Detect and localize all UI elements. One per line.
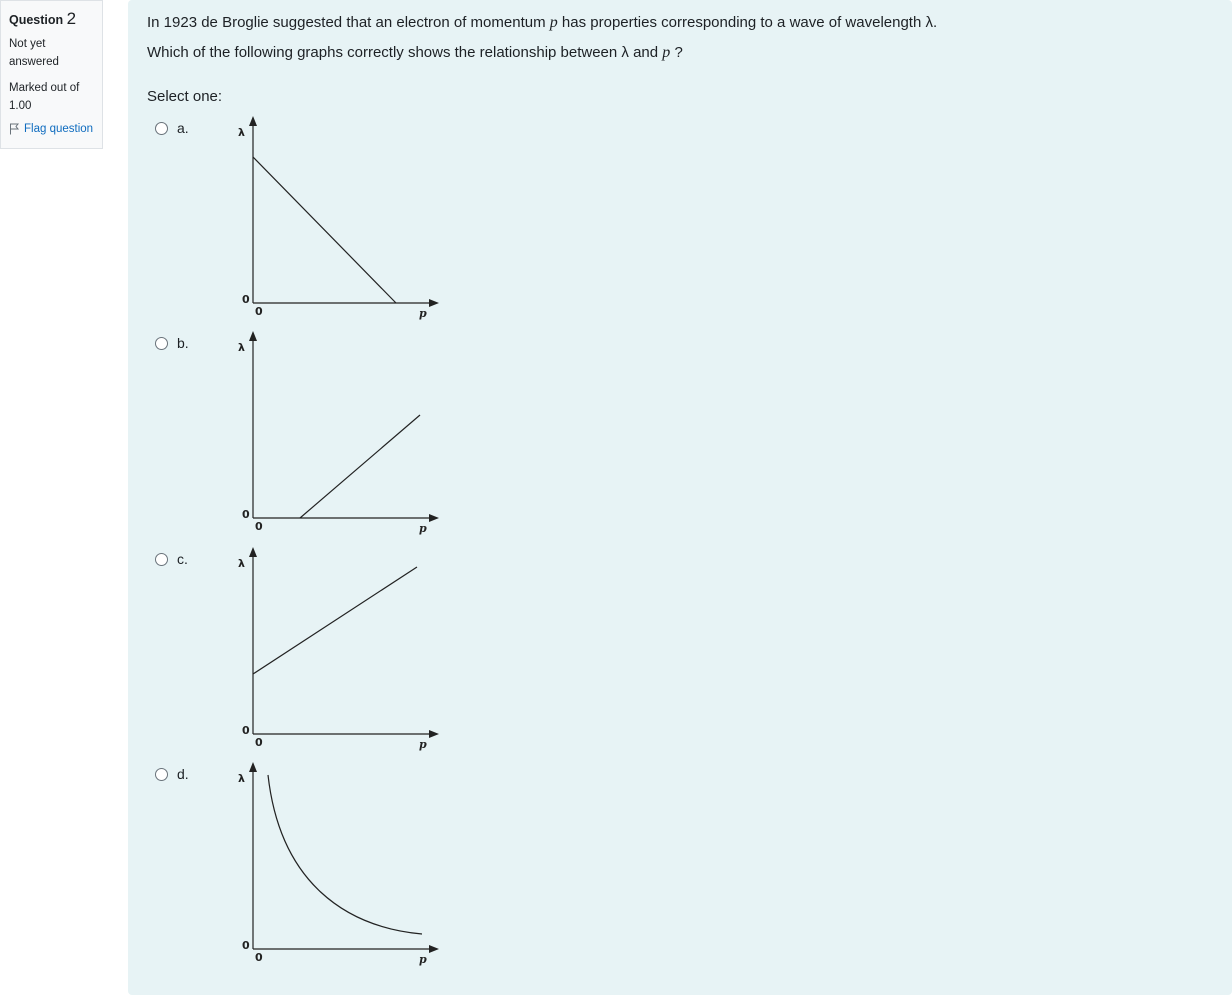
graph-line-increasing-intercept	[253, 567, 417, 674]
y-axis-label: λ	[238, 341, 245, 354]
option-letter: d.	[177, 766, 189, 782]
x-axis-label: p	[419, 522, 427, 535]
graph-option-c	[205, 547, 445, 752]
question-text-line-2: Which of the following graphs correctly shows the relationship between λ and p ?	[147, 44, 683, 61]
origin-label-y: 0	[242, 939, 250, 952]
x-axis-arrow	[429, 514, 439, 522]
question-number: Question 2	[9, 9, 77, 28]
select-one-prompt: Select one:	[147, 88, 223, 105]
flag-question-link[interactable]: Flag question	[9, 123, 94, 135]
graph-option-d	[205, 762, 445, 967]
origin-label-x: 0	[255, 305, 263, 318]
y-axis-arrow	[249, 331, 257, 341]
radio-option-a[interactable]	[155, 122, 168, 135]
question-content	[128, 0, 1232, 995]
y-axis-arrow	[249, 762, 257, 772]
origin-label-y: 0	[242, 293, 250, 306]
option-letter: a.	[177, 120, 189, 136]
y-axis-label: λ	[238, 772, 245, 785]
origin-label-y: 0	[242, 724, 250, 737]
graph-line-increasing	[300, 415, 420, 518]
graph-inverse-curve	[268, 775, 422, 934]
graph-option-a	[205, 116, 445, 321]
radio-option-d[interactable]	[155, 768, 168, 781]
x-axis-arrow	[429, 299, 439, 307]
x-axis-arrow	[429, 945, 439, 953]
y-axis-arrow	[249, 116, 257, 126]
origin-label-x: 0	[255, 520, 263, 533]
x-axis-label: p	[419, 738, 427, 751]
radio-option-c[interactable]	[155, 553, 168, 566]
option-letter: b.	[177, 335, 189, 351]
x-axis-label: p	[419, 953, 427, 966]
option-letter: c.	[177, 551, 188, 567]
origin-label-x: 0	[255, 951, 263, 964]
x-axis-arrow	[429, 730, 439, 738]
question-grade: Marked out of 1.00	[9, 82, 80, 112]
graph-option-b	[205, 331, 445, 536]
graph-line-decreasing	[253, 157, 396, 303]
x-axis-label: p	[419, 307, 427, 320]
y-axis-label: λ	[238, 557, 245, 570]
origin-label-x: 0	[255, 736, 263, 749]
origin-label-y: 0	[242, 508, 250, 521]
flag-icon	[9, 123, 20, 135]
question-state: Not yet answered	[9, 38, 59, 68]
question-text-line-1: In 1923 de Broglie suggested that an electron of momentum p has properties corresponding to a wave of wavelength λ.	[147, 14, 938, 31]
y-axis-label: λ	[238, 126, 245, 139]
y-axis-arrow	[249, 547, 257, 557]
radio-option-b[interactable]	[155, 337, 168, 350]
question-info	[0, 0, 103, 149]
